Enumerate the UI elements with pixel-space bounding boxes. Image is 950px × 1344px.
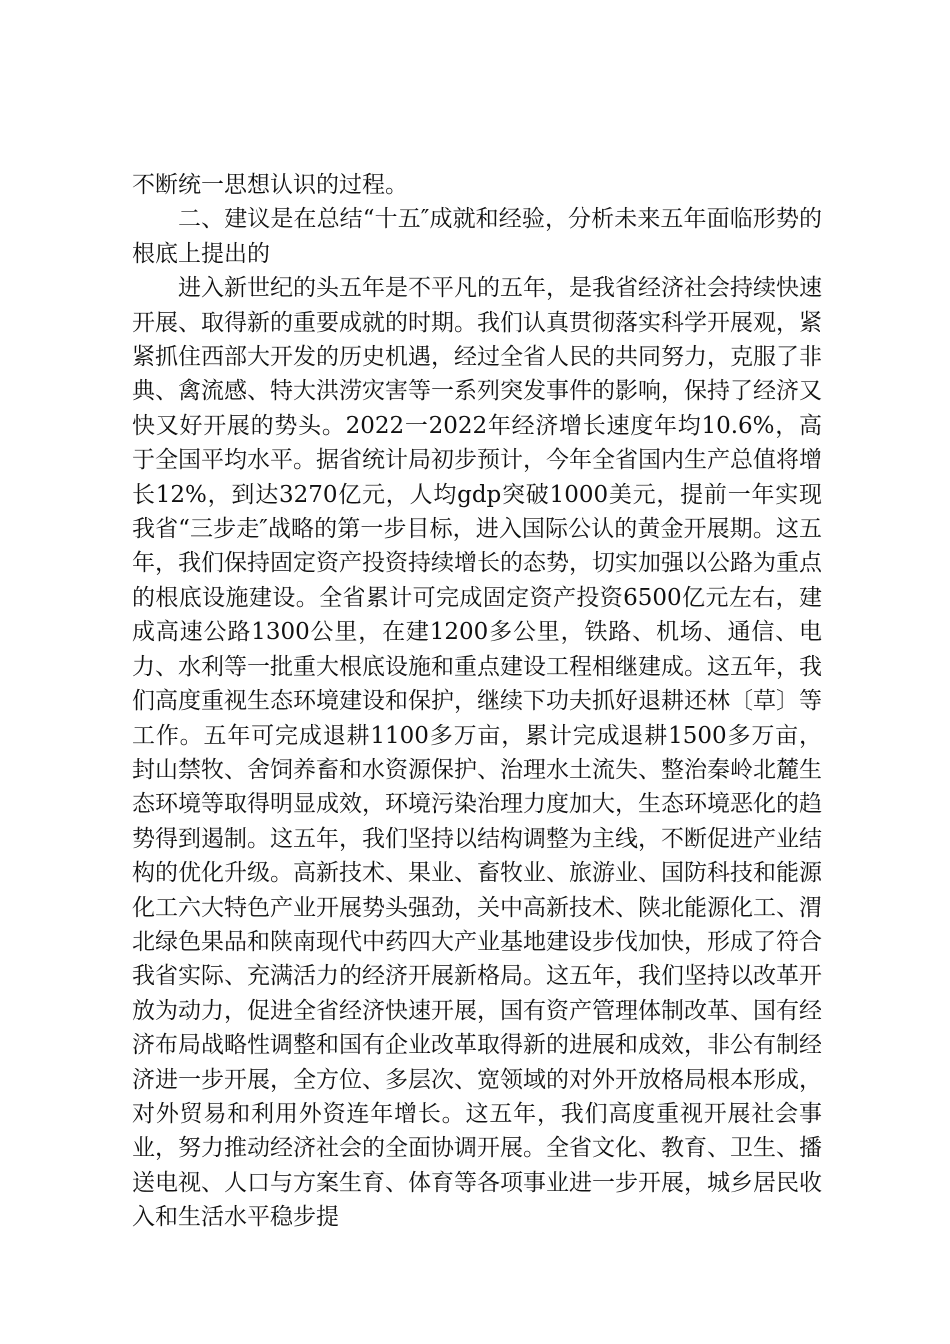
document-page [132, 168, 822, 1235]
section-heading-two: 二、建议是在总结“十五″成就和经验，分析未来五年面临形势的根底上提出的 [132, 206, 822, 267]
paragraph-body: 进入新世纪的头五年是不平凡的五年，是我省经济社会持续快速开展、取得新的重要成就的时期。我们认真贯彻落实科学开展观，紧紧抓住西部大开发的历史机遇，经过全省人民的共同努力，克服了非典、禽流感、特大洪涝灾害等一系列突发事件的影响，保持了经济又快又好开展的势头。2022一2022年经济增长速度年均10.6%，高于全国平均水平。据省统计局初步预计，今年全省国内生产总值将增长12%，到达3270亿元，人均gdp突破1000美元，提前一年实现我省“三步走″战略的第一步目标，进入国际公认的黄金开展期。这五年，我们保持固定资产投资持续增长的态势，切实加强以公路为重点的根底设施建设。全省累计可完成固定资产投资6500亿元左右，建成高速公路1300公里，在建1200多公里，铁路、机场、通信、电力、水利等一批重大根底设施和重点建设工程相继建成。这五年，我们高度重视生态环境建设和保护，继续下功夫抓好退耕还林〔草〕等工作。五年可完成退耕1100多万亩，累计完成退耕1500多万亩，封山禁牧、舍饲养畜和水资源保护、治理水土流失、整治秦岭北麓生态环境等取得明显成效，环境污染治理力度加大，生态环境恶化的趋势得到遏制。这五年，我们坚持以结构调整为主线，不断促进产业结构的优化升级。高新技术、果业、畜牧业、旅游业、国防科技和能源化工六大特色产业开展势头强劲，关中高新技术、陕北能源化工、渭北绿色果品和陕南现代中药四大产业基地建设步伐加快，形成了符合我省实际、充满活力的经济开展新格局。这五年，我们坚持以改革开放为动力，促进全省经济快速开展，国有资产管理体制改革、国有经济布局战略性调整和国有企业改革取得新的进展和成效，非公有制经济进一步开展，全方位、多层次、宽领域的对外开放格局根本形成，对外贸易和利用外资连年增长。这五年，我们高度重视开展社会事业，努力推动经济社会的全面协调开展。全省文化、教育、卫生、播送电视、人口与方案生育、体育等各项事业进一步开展，城乡居民收入和生活水平稳步提 [132, 275, 822, 1231]
paragraph-continuation: 不断统一思想认识的过程。 [132, 172, 408, 198]
